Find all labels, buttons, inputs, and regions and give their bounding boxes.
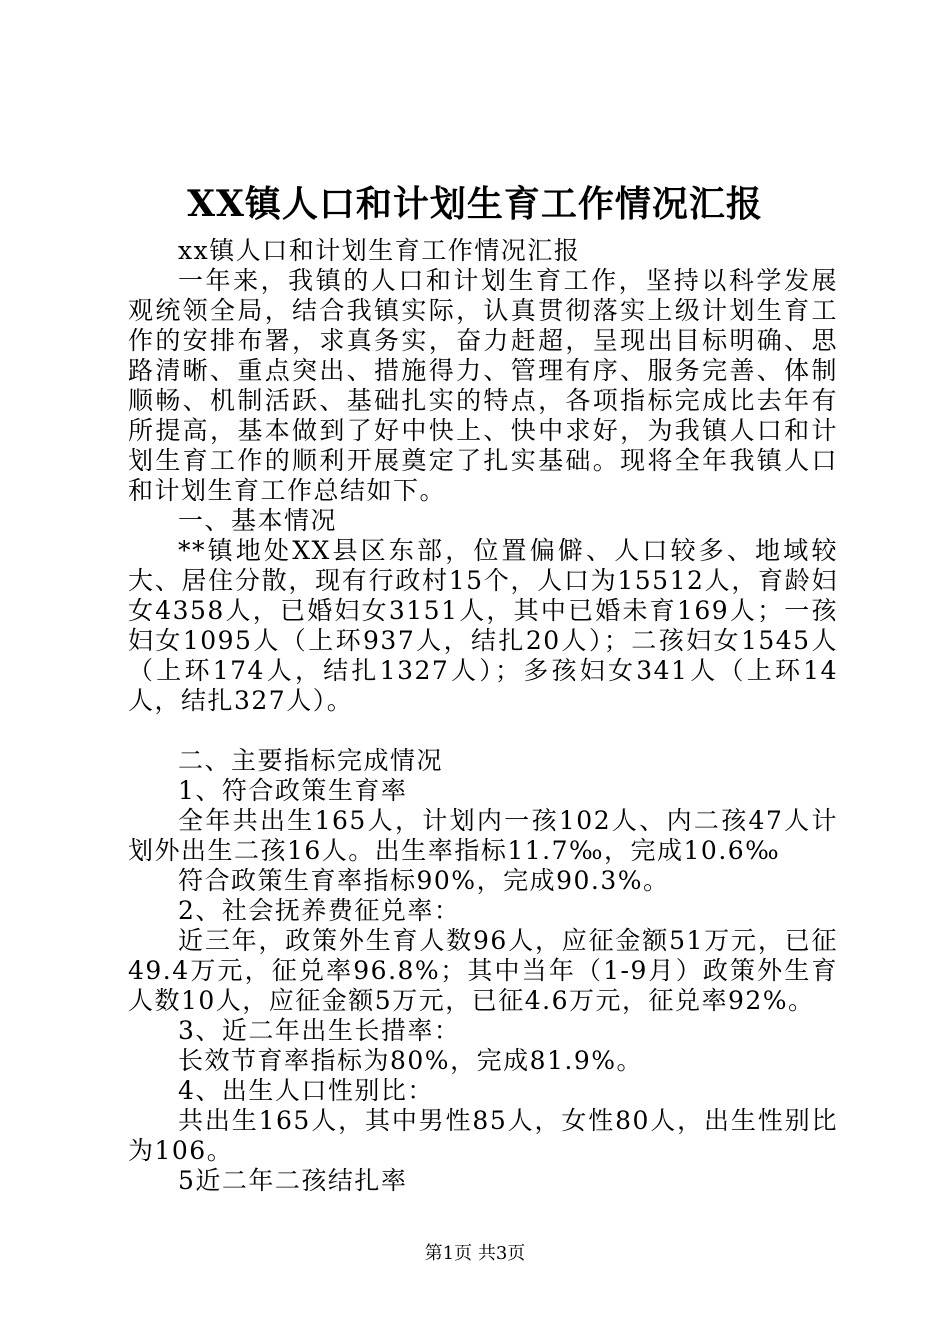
subheading-ligation-rate: 5近二年二孩结扎率 — [178, 1166, 408, 1195]
paragraph-sex-ratio: 共出生165人，其中男性85人，女性80人，出生性别比为106。 — [128, 1106, 838, 1165]
paragraph-long-term: 长效节育率指标为80%，完成81.9%。 — [178, 1046, 643, 1075]
subheading-social-fee: 2、社会抚养费征兑率： — [178, 896, 461, 925]
page-footer: 第1页 共3页 — [424, 1243, 526, 1264]
paragraph-basic: **镇地处XX县区东部，位置偏僻、人口较多、地域较大、居住分散，现有行政村15个，人口为15512人，育龄妇女4358人，已婚妇女3151人，其中已婚未育169人；一孩妇女1095人（上环937人，结扎20人）；二孩妇女1545人（上环174人，结扎1327人）；多孩妇女341人（上环14人，结扎327人）。 — [128, 536, 838, 715]
subheading-long-term: 3、近二年出生长措率： — [178, 1016, 461, 1045]
subheading-sex-ratio: 4、出生人口性别比： — [178, 1076, 434, 1105]
paragraph-spacer — [128, 716, 838, 746]
subheading-policy-birth-rate: 1、符合政策生育率 — [178, 776, 408, 805]
paragraph-social-fee: 近三年，政策外生育人数96人，应征金额51万元，已征49.4万元，征兑率96.8%；其中当年（1-9月）政策外生育人数10人，应征金额5万元，已征4.6万元，征兑率92%。 — [128, 926, 838, 1015]
section-heading-indicators: 二、主要指标完成情况 — [178, 746, 444, 775]
paragraph-births: 全年共出生165人，计划内一孩102人、内二孩47人计划外出生二孩16人。出生率指标11.7‰，完成10.6‰ — [128, 806, 838, 865]
document-body — [128, 236, 838, 1196]
document-title: XX镇人口和计划生育工作情况汇报 — [187, 183, 763, 225]
section-heading-basic: 一、基本情况 — [178, 506, 338, 535]
paragraph-intro: 一年来，我镇的人口和计划生育工作，坚持以科学发展观统领全局，结合我镇实际，认真贯彻落实上级计划生育工作的安排布署，求真务实，奋力赶超，呈现出目标明确、思路清晰、重点突出、措施得力、管理有序、服务完善、体制顺畅、机制活跃、基础扎实的特点，各项指标完成比去年有所提高，基本做到了好中快上、快中求好，为我镇人口和计划生育工作的顺利开展奠定了扎实基础。现将全年我镇人口和计划生育工作总结如下。 — [128, 266, 838, 505]
paragraph-policy-rate: 符合政策生育率指标90%，完成90.3%。 — [178, 866, 670, 895]
document-subtitle: xx镇人口和计划生育工作情况汇报 — [178, 236, 581, 265]
